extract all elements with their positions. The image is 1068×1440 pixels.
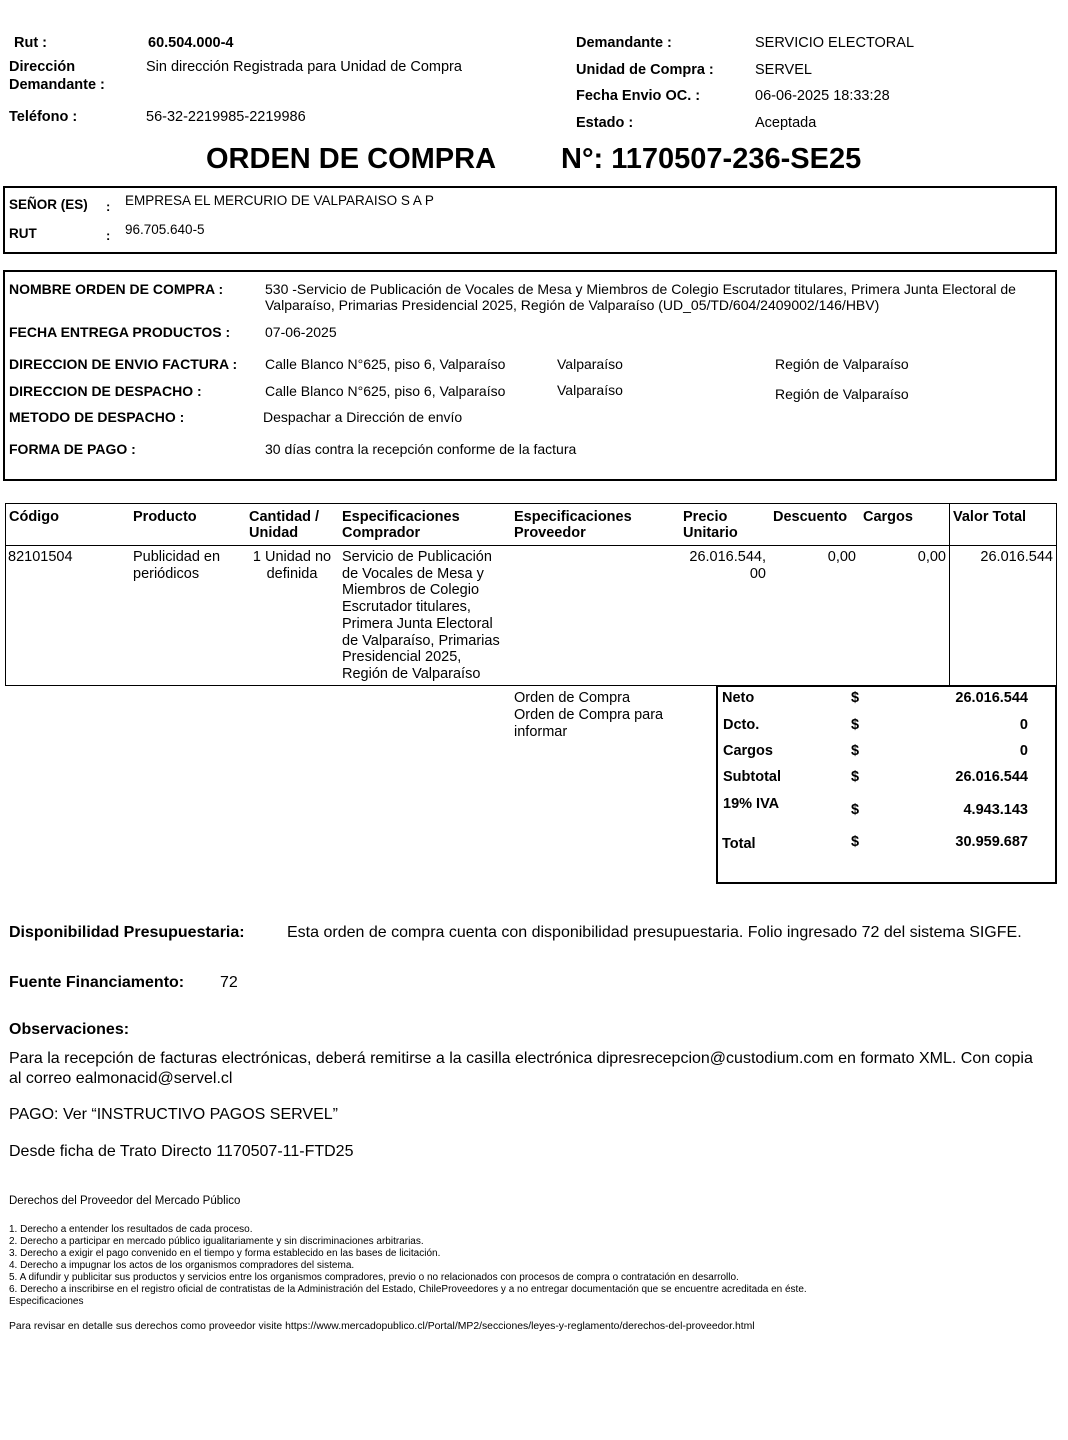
forma-pago-label: FORMA DE PAGO : — [9, 441, 136, 457]
unidad-value: SERVEL — [755, 62, 812, 78]
rights-item-1: 1. Derecho a entender los resultados de cada proceso. — [9, 1224, 253, 1235]
fuente-label: Fuente Financiamento: — [9, 974, 185, 991]
rut-label: Rut : — [14, 35, 48, 51]
items-table-header-divider — [5, 545, 1057, 546]
cargos-value: 0 — [1019, 743, 1028, 759]
rights-item-7: Especificaciones — [9, 1296, 84, 1307]
unidad-label: Unidad de Compra : — [576, 62, 714, 78]
demandante-value: SERVICIO ELECTORAL — [755, 35, 915, 51]
supplier-rut-colon: : — [106, 228, 111, 243]
col-codigo-header: Código — [9, 509, 59, 525]
row-precio-line2: 00 — [749, 566, 766, 582]
row-cargos: 0,00 — [917, 549, 946, 565]
disponibilidad-label: Disponibilidad Presupuestaria: — [9, 924, 245, 941]
fecha-entrega-value: 07-06-2025 — [265, 324, 337, 340]
forma-pago-value: 30 días contra la recepción conforme de la factura — [265, 441, 577, 457]
despacho-region: Región de Valparaíso — [775, 386, 909, 402]
senor-label: SEÑOR (ES) — [9, 197, 88, 212]
col-precio-header: Precio Unitario — [683, 509, 738, 541]
estado-label: Estado : — [576, 115, 634, 131]
valor-total-divider — [949, 504, 950, 685]
despacho-label: DIRECCION DE DESPACHO : — [9, 383, 202, 399]
neto-label: Neto — [722, 690, 755, 706]
rights-item-6: 6. Derecho a inscribirse en el registro oficial de contratistas de la Administración del Estado, ChileProveedores y a no entregar documentación que se encuentre acreditada en éste. — [9, 1284, 807, 1295]
col-producto-header: Producto — [133, 509, 197, 525]
telefono-value: 56-32-2219985-2219986 — [146, 109, 306, 125]
dcto-currency: $ — [851, 717, 860, 733]
estado-value: Aceptada — [755, 115, 817, 131]
total-value: 30.959.687 — [955, 834, 1028, 850]
iva-value: 4.943.143 — [963, 802, 1028, 818]
nombre-oc-label: NOMBRE ORDEN DE COMPRA : — [9, 281, 224, 297]
telefono-label: Teléfono : — [9, 109, 78, 125]
rights-item-4: 4. Derecho a impugnar los actos de los organismos compradores del sistema. — [9, 1260, 355, 1271]
row-codigo: 82101504 — [8, 549, 73, 565]
row-descuento: 0,00 — [827, 549, 856, 565]
col-valor-total-header: Valor Total — [953, 509, 1027, 525]
rights-item-2: 2. Derecho a participar en mercado público igualitariamente y sin discriminaciones arbitrarias. — [9, 1236, 424, 1247]
orden-compra-informar-label: Orden de Compra para informar — [514, 707, 664, 740]
supplier-rut-value: 96.705.640-5 — [125, 222, 205, 237]
despacho-address: Calle Blanco N°625, piso 6, Valparaíso — [265, 383, 506, 399]
observaciones-paragraph-3: Desde ficha de Trato Directo 1170507-11-FTD25 — [9, 1143, 354, 1160]
despacho-city: Valparaíso — [557, 382, 623, 398]
envio-factura-region: Región de Valparaíso — [775, 356, 909, 372]
disponibilidad-value: Esta orden de compra cuenta con disponibilidad presupuestaria. Folio ingresado 72 del sistema SIGFE. — [287, 924, 1022, 941]
iva-currency: $ — [851, 802, 860, 818]
subtotal-label: Subtotal — [723, 769, 781, 785]
observaciones-label: Observaciones: — [9, 1021, 130, 1038]
rights-footer-link[interactable]: Para revisar en detalle sus derechos como proveedor visite https://www.mercadopublico.cl/Portal/MP2/secciones/leyes-y-reglamento/derechos-del-proveedor.html — [9, 1321, 755, 1332]
direccion-label: Dirección Demandante : — [9, 59, 105, 93]
iva-label: 19% IVA — [723, 796, 780, 812]
row-esp-comprador: Servicio de Publicación de Vocales de Mesa y Miembros de Colegio Escrutador titulares, Primera Junta Electoral de Valparaíso, Primarias Presidencial 2025, Región de Valparaíso — [342, 549, 500, 682]
fecha-envio-value: 06-06-2025 18:33:28 — [755, 88, 890, 104]
cargos-currency: $ — [851, 743, 860, 759]
senor-colon: : — [106, 199, 111, 214]
col-cargos-header: Cargos — [863, 509, 913, 525]
envio-factura-address: Calle Blanco N°625, piso 6, Valparaíso — [265, 356, 506, 372]
orden-compra-label: Orden de Compra — [514, 690, 631, 706]
col-esp-proveedor-header: Especificaciones Proveedor — [514, 509, 632, 541]
total-label: Total — [722, 836, 756, 852]
col-cantidad-header: Cantidad / Unidad — [249, 509, 320, 541]
col-descuento-header: Descuento — [773, 509, 848, 525]
fecha-entrega-label: FECHA ENTREGA PRODUCTOS : — [9, 324, 231, 340]
col-esp-comprador-header: Especificaciones Comprador — [342, 509, 460, 541]
fecha-envio-label: Fecha Envio OC. : — [576, 88, 701, 104]
subtotal-currency: $ — [851, 769, 860, 785]
nombre-oc-value: 530 -Servicio de Publicación de Vocales de Mesa y Miembros de Colegio Escrutador titulares, Primera Junta Electoral de Valparaíso, Primarias Presidencial 2025, Región de Valparaíso (UD_05/TD/604/2409002/146/HBV) — [265, 281, 1016, 313]
neto-currency: $ — [851, 690, 860, 706]
envio-factura-city: Valparaíso — [557, 356, 623, 372]
total-currency: $ — [851, 834, 860, 850]
row-valor-total: 26.016.544 — [980, 549, 1053, 565]
supplier-rut-label: RUT — [9, 226, 37, 241]
dcto-value: 0 — [1019, 717, 1028, 733]
row-producto: Publicidad en periódicos — [133, 549, 221, 582]
row-precio-line1: 26.016.544, — [689, 549, 766, 565]
metodo-despacho-label: METODO DE DESPACHO : — [9, 409, 185, 425]
metodo-despacho-value: Despachar a Dirección de envío — [263, 409, 463, 425]
page-title: ORDEN DE COMPRA — [206, 143, 497, 175]
envio-factura-label: DIRECCION DE ENVIO FACTURA : — [9, 356, 238, 372]
demandante-label: Demandante : — [576, 35, 672, 51]
neto-value: 26.016.544 — [955, 690, 1028, 706]
row-cantidad: 1 Unidad no definida — [252, 549, 332, 582]
fuente-value: 72 — [220, 974, 238, 991]
rights-item-3: 3. Derecho a exigir el pago convenido en el tiempo y forma establecido en las bases de licitación. — [9, 1248, 441, 1259]
rights-title: Derechos del Proveedor del Mercado Público — [9, 1195, 241, 1207]
order-number: N°: 1170507-236-SE25 — [561, 143, 862, 175]
observaciones-paragraph-2: PAGO: Ver “INSTRUCTIVO PAGOS SERVEL” — [9, 1106, 338, 1123]
rut-value: 60.504.000-4 — [148, 35, 234, 51]
rights-item-5: 5. A difundir y publicitar sus productos y servicios entre los organismos compradores, previo o no relacionados con procesos de compra o contratación en desarrollo. — [9, 1272, 739, 1283]
direccion-value: Sin dirección Registrada para Unidad de Compra — [146, 59, 462, 75]
subtotal-value: 26.016.544 — [955, 769, 1028, 785]
cargos-label: Cargos — [723, 743, 773, 759]
dcto-label: Dcto. — [723, 717, 760, 733]
observaciones-paragraph-1: Para la recepción de facturas electrónicas, deberá remitirse a la casilla electrónica dipresrecepcion@custodium.com en formato XML. Con copia al correo ealmonacid@servel.cl — [9, 1050, 1033, 1087]
senor-value: EMPRESA EL MERCURIO DE VALPARAISO S A P — [125, 193, 434, 208]
